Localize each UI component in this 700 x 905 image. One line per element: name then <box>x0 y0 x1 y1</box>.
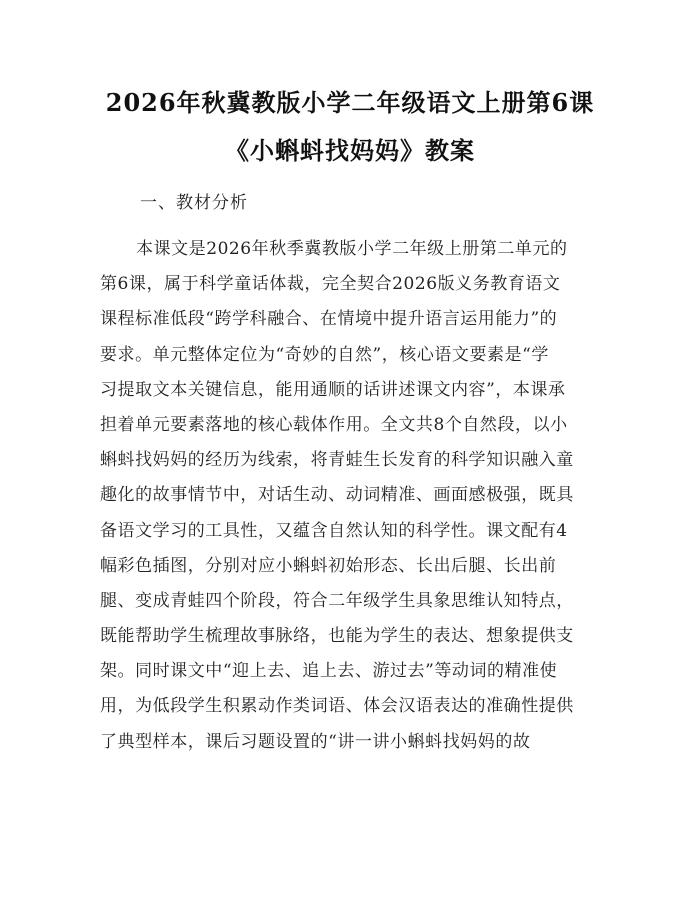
paragraph-line: 幅彩色插图，分别对应小蝌蚪初始形态、长出后腿、长出前 <box>100 555 557 576</box>
paragraph-line: 既能帮助学生梳理故事脉络，也能为学生的表达、想象提供支 <box>100 626 574 647</box>
paragraph-line: 第6课，属于科学童话体裁，完全契合2026版义务教育语文 <box>100 274 561 295</box>
paragraph-line: 习提取文本关键信息，能用通顺的话讲述课文内容”，本课承 <box>100 379 566 400</box>
document-title-line-1: 2026年秋冀教版小学二年级语文上册第6课 <box>105 88 595 117</box>
paragraph-line: 要求。单元整体定位为“奇妙的自然”，核心语文要素是“学 <box>100 344 549 365</box>
paragraph-line: 蝌蚪找妈妈的经历为线索，将青蛙生长发育的科学知识融入童 <box>100 450 574 471</box>
paragraph-line: 腿、变成青蛙四个阶段，符合二年级学生具象思维认知特点， <box>100 590 574 611</box>
section-heading-textbook-analysis: 一、教材分析 <box>140 193 248 213</box>
paragraph-line: 趣化的故事情节中，对话生动、动词精准、画面感极强，既具 <box>100 485 574 506</box>
document-title-line-2: 《小蝌蚪找妈妈》教案 <box>225 136 475 165</box>
paragraph-line: 用，为低段学生积累动作类词语、体会汉语表达的准确性提供 <box>100 696 574 717</box>
paragraph-line: 本课文是2026年秋季冀教版小学二年级上册第二单元的 <box>136 239 568 259</box>
paragraph-line: 课程标准低段“跨学科融合、在情境中提升语言运用能力”的 <box>100 309 558 330</box>
body-paragraph <box>100 232 600 760</box>
paragraph-line: 了典型样本，课后习题设置的“讲一讲小蝌蚪找妈妈的故 <box>100 731 531 752</box>
paragraph-line: 备语文学习的工具性，又蕴含自然认知的科学性。课文配有4 <box>100 520 568 541</box>
paragraph-line: 担着单元要素落地的核心载体作用。全文共8个自然段，以小 <box>100 414 568 435</box>
paragraph-line: 架。同时课文中“迎上去、追上去、游过去”等动词的精准使 <box>100 661 558 682</box>
